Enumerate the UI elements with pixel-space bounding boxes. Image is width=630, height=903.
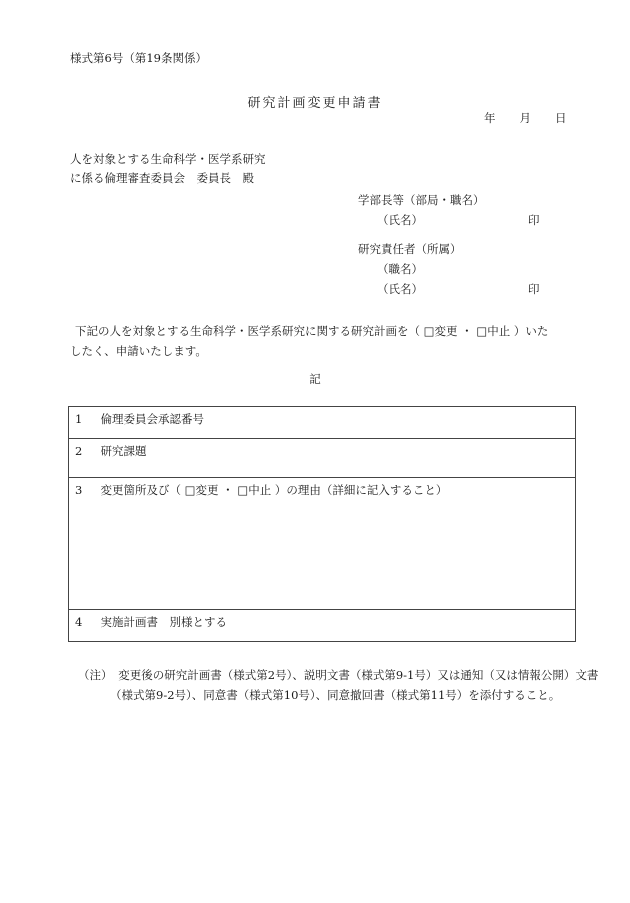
ki-heading: 記 bbox=[309, 372, 321, 386]
addressee-line-1: 人を対象とする生命科学・医学系研究 bbox=[70, 152, 266, 166]
request-text-line-2: したく、申請いたします。 bbox=[70, 344, 207, 358]
plan-document-field[interactable] bbox=[69, 610, 576, 642]
dean-label: 学部長等（部局・職名） bbox=[358, 193, 485, 207]
row-label: 実施計画書 別様とする bbox=[100, 615, 227, 629]
page-title: 研究計画変更申請書 bbox=[247, 96, 383, 111]
note-line-2: （様式第9-2号）、同意書（様式第10号）、同意撤回書（様式第11号）を添付すること。 bbox=[110, 688, 561, 702]
date-year: 年 bbox=[484, 111, 496, 125]
note-line-1: （注） 変更後の研究計画書（様式第2号）、説明文書（様式第9-1号）又は通知（又は情報公開）文書 bbox=[78, 668, 599, 682]
table-row-plan-document bbox=[69, 610, 576, 642]
approval-number-field[interactable] bbox=[69, 407, 576, 439]
row-label: 研究課題 bbox=[100, 444, 147, 458]
row-label: 変更箇所及び（ □変更 ・ □中止 ）の理由（詳細に記入すること） bbox=[100, 483, 448, 497]
dean-seal: 印 bbox=[528, 213, 540, 227]
table-row-approval-number bbox=[69, 407, 576, 439]
pi-seal: 印 bbox=[528, 282, 540, 296]
pi-title-label: （職名） bbox=[377, 262, 423, 276]
row-number: 4 bbox=[75, 615, 83, 629]
table-row-change-reason bbox=[69, 478, 576, 610]
date-day: 日 bbox=[555, 111, 567, 125]
date-line bbox=[484, 110, 567, 126]
request-text-line-1: 下記の人を対象とする生命科学・医学系研究に関する研究計画を（ □変更 ・ □中止 ）いた bbox=[75, 324, 549, 338]
table-row-research-title bbox=[69, 439, 576, 478]
addressee-line-2: に係る倫理審査委員会 委員長 殿 bbox=[70, 171, 254, 185]
pi-name-label: （氏名） bbox=[377, 282, 423, 296]
research-title-field[interactable] bbox=[69, 439, 576, 478]
application-form-table bbox=[68, 406, 576, 642]
row-number: 3 bbox=[75, 483, 83, 497]
row-number: 2 bbox=[75, 444, 83, 458]
row-label: 倫理委員会承認番号 bbox=[100, 412, 204, 426]
date-month: 月 bbox=[519, 111, 531, 125]
form-number: 様式第6号（第19条関係） bbox=[70, 51, 207, 65]
dean-name-label: （氏名） bbox=[377, 213, 423, 227]
pi-label: 研究責任者（所属） bbox=[358, 242, 462, 256]
change-reason-field[interactable] bbox=[69, 478, 576, 610]
row-number: 1 bbox=[75, 412, 83, 426]
